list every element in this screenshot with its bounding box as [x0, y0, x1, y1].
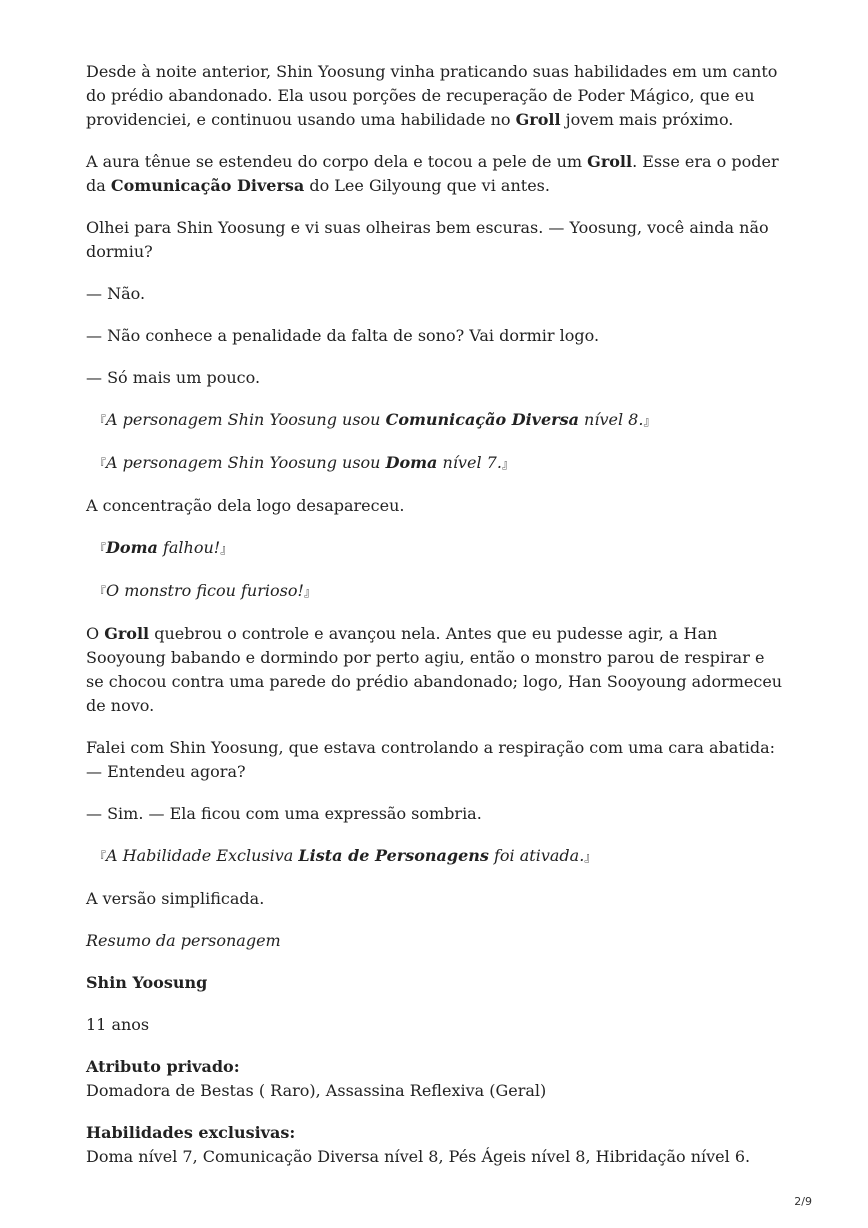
paragraph-9: Falei com Shin Yoosung, que estava controlando a respiração com uma cara abatida: — Entendeu agora?	[86, 738, 776, 781]
system-message: 『A Habilidade Exclusiva Lista de Personagens foi ativada.』	[94, 846, 597, 865]
dialogue-line: — Não.	[86, 284, 146, 303]
groll-term: Groll	[104, 624, 150, 643]
groll-term: Groll	[587, 152, 633, 171]
page-number: 2/9	[794, 1195, 812, 1208]
paragraph-8: O Groll quebrou o controle e avançou nela. Antes que eu pudesse agir, a Han Sooyoung babando e dormindo por perto agiu, então o monstro parou de respirar e se chocou contra uma parede do prédio abandonado; logo, Han Sooyoung adormeceu de novo.	[86, 624, 783, 715]
document-page	[86, 60, 786, 1187]
system-message: 『O monstro ficou furioso!』	[94, 581, 316, 600]
paragraph-2: A aura tênue se estendeu do corpo dela e tocou a pele de um Groll. Esse era o poder da Comunicação Diversa do Lee Gilyoung que vi antes.	[86, 152, 779, 195]
paragraph-11: A versão simplificada.	[86, 889, 265, 908]
paragraph-1: Desde à noite anterior, Shin Yoosung vinha praticando suas habilidades em um canto do prédio abandonado. Ela usou porções de recuperação de Poder Mágico, que eu providenciei, e continuou usando uma habilidade no Groll jovem mais próximo.	[86, 62, 778, 129]
groll-term: Groll	[515, 110, 561, 129]
skill-term: Comunicação Diversa	[110, 176, 305, 195]
paragraph-7: A concentração dela logo desapareceu.	[86, 496, 405, 515]
skills-value: Doma nível 7, Comunicação Diversa nível 8, Pés Ágeis nível 8, Hibridação nível 6.	[86, 1147, 751, 1166]
dialogue-line: — Sim. — Ela ficou com uma expressão sombria.	[86, 804, 482, 823]
skills-label: Habilidades exclusivas:	[86, 1123, 296, 1142]
paragraph-3: Olhei para Shin Yoosung e vi suas olheiras bem escuras. — Yoosung, você ainda não dormiu?	[86, 218, 769, 261]
system-message: 『Doma falhou!』	[94, 538, 233, 557]
summary-title: Resumo da personagem	[86, 931, 281, 950]
attribute-label: Atributo privado:	[86, 1057, 240, 1076]
character-age: 11 anos	[86, 1015, 150, 1034]
system-message: 『A personagem Shin Yoosung usou Doma nível 7.』	[94, 453, 514, 472]
dialogue-line: — Não conhece a penalidade da falta de sono? Vai dormir logo.	[86, 326, 600, 345]
system-message: 『A personagem Shin Yoosung usou Comunicação Diversa nível 8.』	[94, 410, 656, 429]
attribute-value: Domadora de Bestas ( Raro), Assassina Reflexiva (Geral)	[86, 1081, 547, 1100]
dialogue-line: — Só mais um pouco.	[86, 368, 261, 387]
character-name: Shin Yoosung	[86, 973, 208, 992]
